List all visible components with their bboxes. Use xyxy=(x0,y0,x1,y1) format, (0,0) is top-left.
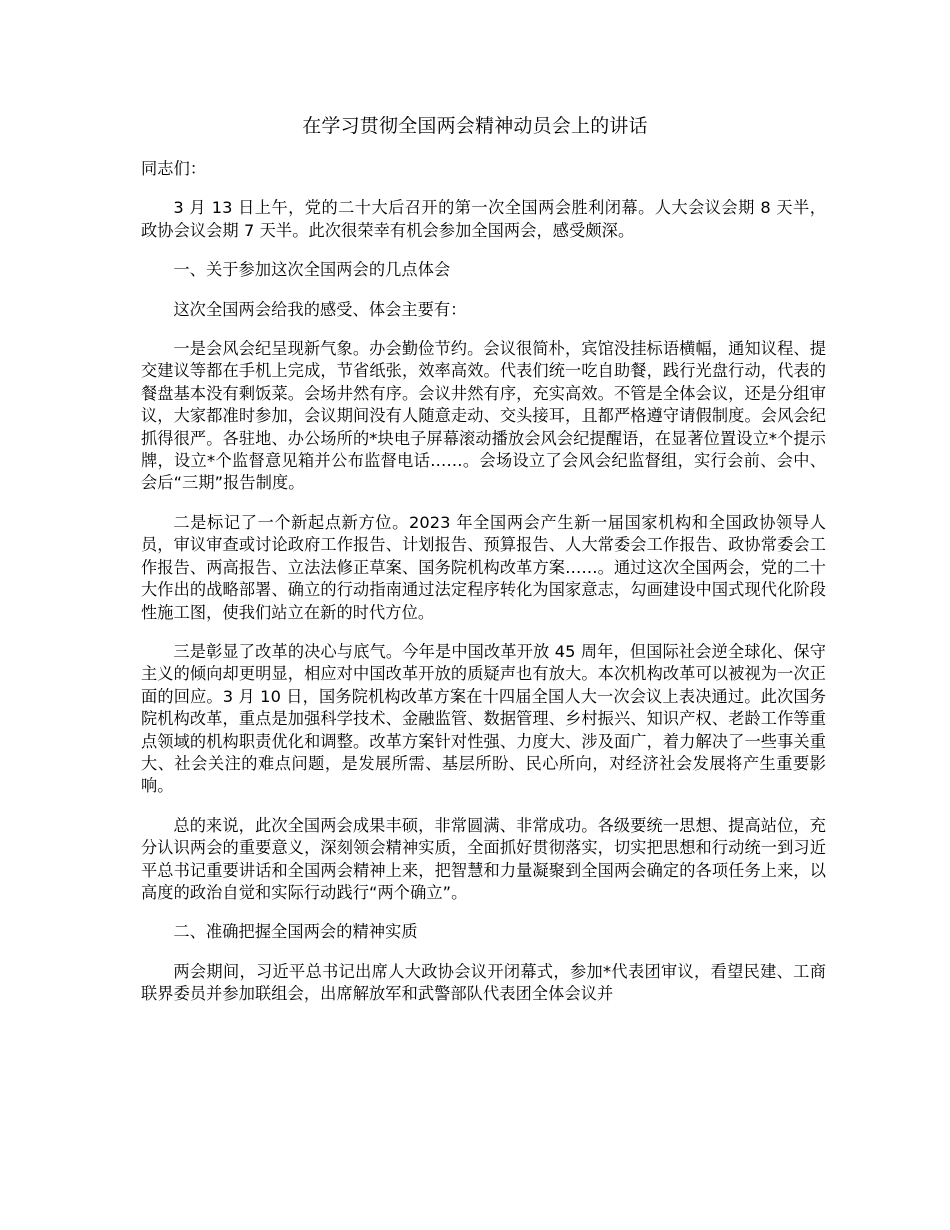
paragraph-point-2: 二是标记了一个新起点新方位。2023 年全国两会产生新一届国家机构和全国政协领导人员，审议审查或讨论政府工作报告、计划报告、预算报告、人大常委会工作报告、政协常委会工作报告、两高报告、立法法修正草案、国务院机构改革方案……。通过这次全国两会，党的二十大作出的战略部署、确立的行动指南通过法定程序转化为国家意志，勾画建设中国式现代化阶段性施工图，使我们站立在新的时代方位。 xyxy=(141,512,826,622)
section-heading-1: 一、关于参加这次全国两会的几点体会 xyxy=(173,260,451,280)
document-body xyxy=(141,158,826,1006)
paragraph-summary: 总的来说，此次全国两会成果丰硕，非常圆满、非常成功。各级要统一思想、提高站位，充分认识两会的重要意义，深刻领会精神实质，全面抓好贯彻落实，切实把思想和行动统一到习近平总书记重要讲话和全国两会精神上来，把智慧和力量凝聚到全国两会确定的各项任务上来，以高度的政治自觉和实际行动践行“两个确立”。 xyxy=(141,815,826,902)
paragraph-section-2: 两会期间，习近平总书记出席人大政协会议开闭幕式，参加*代表团审议，看望民建、工商联界委员并参加联组会，出席解放军和武警部队代表团全体会议并 xyxy=(141,961,826,1004)
paragraph-lead: 这次全国两会给我的感受、体会主要有： xyxy=(173,299,467,319)
section-heading-2: 二、准确把握全国两会的精神实质 xyxy=(173,922,418,942)
paragraph-point-3: 三是彰显了改革的决心与底气。今年是中国改革开放 45 周年，但国际社会逆全球化、保守主义的倾向却更明显，相应对中国改革开放的质疑声也有放大。本次机构改革可以被视为一次正面的回应。3 月 10 日，国务院机构改革方案在十四届全国人大一次会议上表决通过。此次国务院机构改革，重点是加强科学技术、金融监管、数据管理、乡村振兴、知识产权、老龄工作等重点领域的机构职责优化和调整。改革方案针对性强、力度大、涉及面广，着力解决了一些事关重大、社会关注的难点问题，是发展所需、基层所盼、民心所向，对经济社会发展将产生重要影响。 xyxy=(141,641,826,796)
paragraph-intro: 3 月 13 日上午，党的二十大后召开的第一次全国两会胜利闭幕。人大会议会期 8 天半，政协会议会期 7 天半。此次很荣幸有机会参加全国两会，感受颇深。 xyxy=(141,198,826,240)
salutation: 同志们： xyxy=(141,159,207,178)
document-title: 在学习贯彻全国两会精神动员会上的讲话 xyxy=(302,115,648,137)
paragraph-point-1: 一是会风会纪呈现新气象。办会勤俭节约。会议很简朴，宾馆没挂标语横幅，通知议程、提交建议等都在手机上完成，节省纸张，效率高效。代表们统一吃自助餐，践行光盘行动，代表的餐盘基本没有剩饭菜。会场井然有序。会议井然有序，充实高效。不管是全体会议，还是分组审议，大家都准时参加，会议期间没有人随意走动、交头接耳，且都严格遵守请假制度。会风会纪抓得很严。各驻地、办公场所的*块电子屏幕滚动播放会风会纪提醒语，在显著位置设立*个提示牌，设立*个监督意见箱并公布监督电话……。会场设立了会风会纪监督组，实行会前、会中、会后“三期”报告制度。 xyxy=(141,339,826,493)
